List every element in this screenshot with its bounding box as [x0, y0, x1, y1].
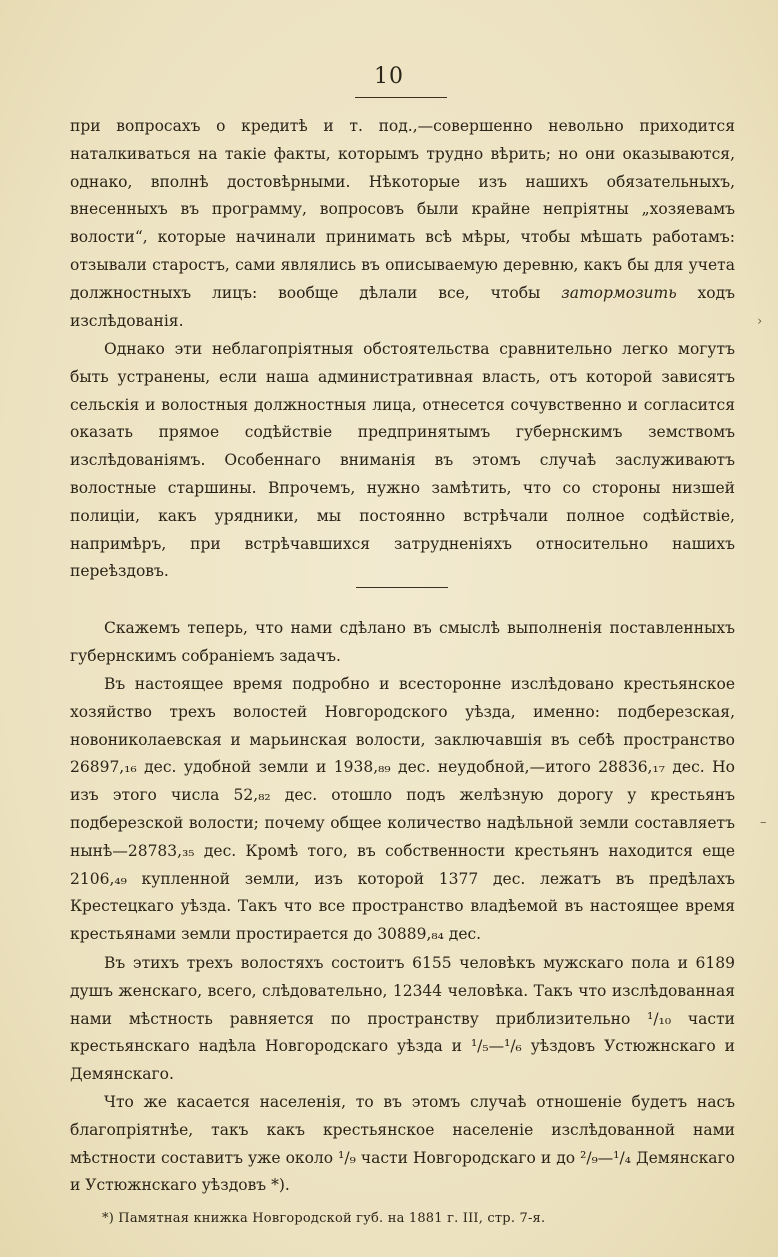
paragraph-4: Въ настоящее время подробно и всесторонне изслѣдовано крестьянское хозяйство трехъ волостей Новгородского уѣзда, именно: подберезская, новониколаевская и марьинская волости, заключавшія въ себѣ пространство 26897,₁₆ дес. удобной земли и 1938,₈₉ дес. неудобной,—итого 28836,₁₇ дес. Но изъ этого числа 52,₈₂ дес. отошло подъ желѣзную дорогу у крестьянъ подберезской волости; почему общее количество надѣльной земли составляетъ нынѣ—28783,₃₅ дес. Кромѣ того, въ собственности крестьянъ находится еще 2106,₄₉ купленной земли, изъ которой 1377 дес. лежатъ въ предѣлахъ Крестецкаго уѣзда. Такъ что все пространство владѣемой въ настоящее время крестьянами земли простирается до 30889,₈₄ дес.: [70, 675, 735, 944]
margin-arrow-icon: ›: [757, 314, 763, 329]
paragraph-2: Однако эти неблагопріятныя обстоятельства сравнительно легко могутъ быть устранены, если наша административная власть, отъ которой зависятъ сельскія и волостныя должностныя лица, отнесется сочувственно и согласится оказать прямое содѣйствіе предпринятымъ губернскимъ земствомъ изслѣдованіямъ. Особеннаго вниманія въ этомъ случаѣ заслуживаютъ волостные старшины. Впрочемъ, нужно замѣтить, что со стороны низшей полиціи, какъ урядники, мы постоянно встрѣчали полное содѣйствіе, напримѣръ, при встрѣчавшихся затрудненіяхъ относительно нашихъ переѣздовъ.: [70, 340, 735, 581]
emphasis-word: затормозить: [561, 283, 677, 302]
section-separator: [356, 587, 448, 588]
page-number-rule: [355, 97, 447, 98]
margin-dash-icon: –: [760, 815, 767, 830]
page-number: 10: [374, 64, 404, 89]
paragraph-1-tail: ходъ изслѣдованія.: [70, 283, 735, 330]
paragraph-6: Что же касается населенія, то въ этомъ случаѣ отношеніе будетъ насъ благопріятнѣе, такъ какъ крестьянское населеніе изслѣдованной нами мѣстности составитъ уже около ¹/₉ части Новгородскаго и до ²/₉—¹/₄ Демянскаго и Устюжнскаго уѣздовъ *).: [70, 1093, 735, 1195]
footnote: *) Памятная книжка Новгородской губ. на 1881 г. III, стр. 7-я.: [102, 1211, 546, 1226]
paragraph-3: Скажемъ теперь, что нами сдѣлано въ смыслѣ выполненія поставленныхъ губернскимъ собраніемъ задачъ.: [70, 619, 735, 665]
paragraph-5: Въ этихъ трехъ волостяхъ состоитъ 6155 человѣкъ мужскаго пола и 6189 душъ женскаго, всего, слѣдовательно, 12344 человѣка. Такъ что изслѣдованная нами мѣстность равняется по пространству приблизительно ¹/₁₀ части крестьянскаго надѣла Новгородскаго уѣзда и ¹/₅—¹/₆ уѣздовъ Устюжнскаго и Демянскаго.: [70, 954, 735, 1084]
paragraph-1-text: при вопросахъ о кредитѣ и т. под.,—совершенно невольно приходится наталкиваться на такіе факты, которымъ трудно вѣрить; но они оказываются, однако, вполнѣ достовѣрными. Нѣкоторые изъ нашихъ обязательныхъ, внесенныхъ въ программу, вопросовъ были крайне непріятны „хозяевамъ волости“, которые начинали принимать всѣ мѣры, чтобы мѣшать работамъ: отзывали старостъ, сами являлись въ описываемую деревню, какъ бы для учета должностныхъ лицъ: вообще дѣлали все, чтобы: [70, 117, 735, 302]
paragraph-1: [70, 113, 735, 335]
